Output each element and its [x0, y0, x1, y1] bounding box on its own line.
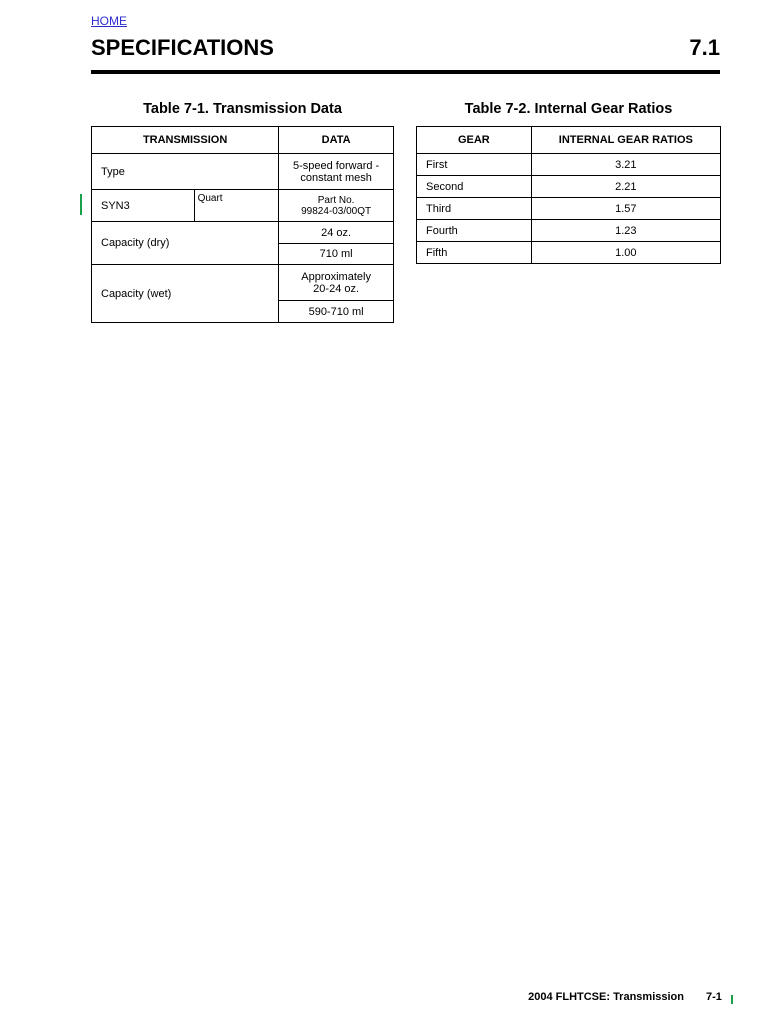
syn3-label: SYN3: [92, 190, 195, 222]
footer-page-number: 7-1: [706, 991, 722, 1003]
transmission-data-table: [91, 126, 394, 323]
capacity-wet-label: Capacity (wet): [92, 265, 279, 323]
syn3-unit: Quart: [194, 190, 279, 222]
table-row: [92, 190, 394, 222]
table-row: [417, 220, 721, 242]
gear-ratio: 1.00: [531, 242, 720, 264]
gear-name: First: [417, 154, 532, 176]
table-row: [92, 265, 394, 301]
table-row: [417, 176, 721, 198]
gear-ratio: 1.57: [531, 198, 720, 220]
table-row: [92, 222, 394, 244]
revision-change-bar: [80, 194, 82, 215]
capacity-dry-ml: 710 ml: [279, 244, 394, 265]
footer-change-bar: [731, 995, 733, 1004]
table-row: [92, 154, 394, 190]
capacity-wet-oz: [279, 265, 394, 301]
syn3-part-number: [279, 190, 394, 222]
type-label: Type: [92, 154, 279, 190]
table-header-ratios: INTERNAL GEAR RATIOS: [531, 127, 720, 154]
page-title: SPECIFICATIONS: [91, 35, 274, 60]
table-row: [417, 198, 721, 220]
gear-ratio: 2.21: [531, 176, 720, 198]
home-link[interactable]: HOME: [91, 14, 127, 28]
table-header-data: DATA: [279, 127, 394, 154]
gear-ratio: 1.23: [531, 220, 720, 242]
syn3-part-line1: Part No.: [317, 194, 355, 206]
type-value-line2: constant mesh: [300, 171, 372, 184]
gear-name: Fourth: [417, 220, 532, 242]
capacity-wet-ml: 590-710 ml: [279, 301, 394, 323]
footer-title: 2004 FLHTCSE: Transmission: [528, 991, 684, 1003]
capacity-dry-label: Capacity (dry): [92, 222, 279, 265]
page-header: [91, 33, 720, 67]
table-header-transmission: TRANSMISSION: [92, 127, 279, 154]
capacity-dry-oz: 24 oz.: [279, 222, 394, 244]
title-rule: [91, 70, 720, 74]
gear-name: Third: [417, 198, 532, 220]
type-value-line1: 5-speed forward -: [293, 159, 380, 172]
gear-name: Second: [417, 176, 532, 198]
internal-gear-ratios-table: [416, 126, 721, 264]
table-row: [417, 154, 721, 176]
table-row: [417, 242, 721, 264]
type-value: [279, 154, 394, 190]
capacity-wet-oz-line2: 20-24 oz.: [313, 282, 360, 295]
gear-name: Fifth: [417, 242, 532, 264]
table-header-gear: GEAR: [417, 127, 532, 154]
table-7-2-caption: Table 7-2. Internal Gear Ratios: [464, 101, 673, 117]
capacity-wet-oz-line1: Approximately: [301, 270, 371, 283]
syn3-part-line2: 99824-03/00QT: [301, 205, 372, 217]
gear-ratio: 3.21: [531, 154, 720, 176]
section-number: 7.1: [689, 35, 720, 60]
table-7-1-caption: Table 7-1. Transmission Data: [143, 101, 342, 117]
